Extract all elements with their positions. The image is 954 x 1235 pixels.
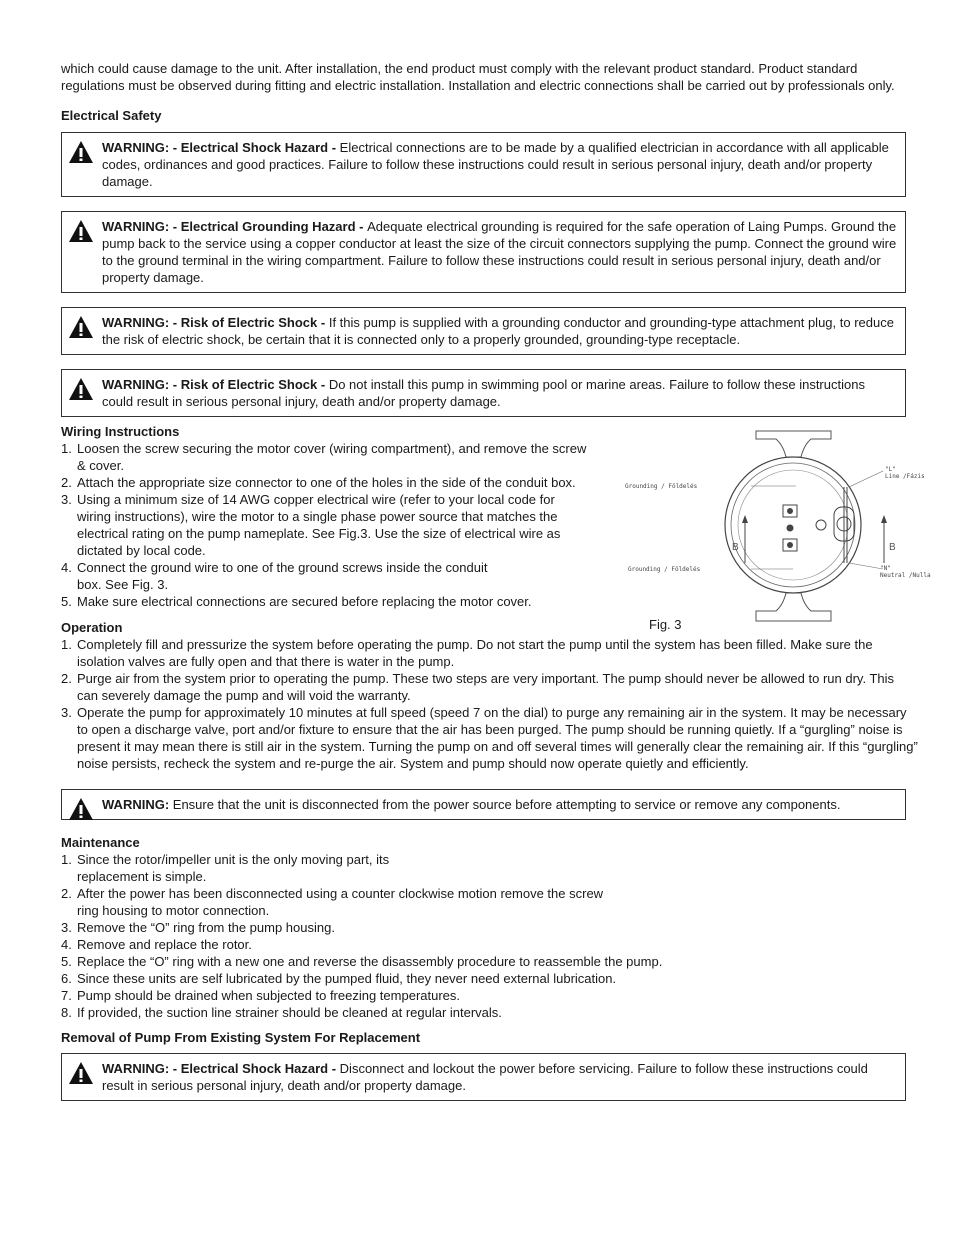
- list-item: [61, 474, 589, 491]
- list-item: [61, 636, 887, 670]
- warning-title: WARNING: - Risk of Electric Shock -: [102, 315, 329, 330]
- step-text: After the power has been disconnected using a counter clockwise motion remove the screw ring housing to motor connection.: [77, 886, 604, 918]
- neutral-label-2: Neutral /Nulla: [880, 572, 931, 579]
- list-item: [61, 953, 677, 970]
- step-text: Attach the appropriate size connector to one of the holes in the side of the conduit box.: [77, 475, 576, 490]
- step-number: 3.: [61, 920, 72, 935]
- step-text: Since these units are self lubricated by the pumped fluid, they never need external lubrication.: [77, 971, 617, 986]
- step-text: Loosen the screw securing the motor cover (wiring compartment), and remove the screw & cover.: [77, 441, 587, 473]
- list-item: [61, 970, 906, 987]
- list-item: [61, 491, 589, 559]
- list-item: [61, 936, 906, 953]
- step-text: Remove and replace the rotor.: [77, 937, 252, 952]
- grounding-top-label: Grounding / Földelés: [625, 483, 698, 490]
- page: [61, 60, 931, 1115]
- step-number: 5.: [61, 594, 72, 609]
- list-item: [61, 1004, 906, 1021]
- step-number: 1.: [61, 852, 72, 867]
- pump-wiring-diagram: [621, 425, 931, 633]
- list-item: [61, 885, 617, 919]
- step-number: 4.: [61, 560, 72, 575]
- step-text: Connect the ground wire to one of the ground screws inside the conduit box. See Fig. 3.: [77, 560, 488, 592]
- list-item: [61, 440, 589, 474]
- warning-text: Ensure that the unit is disconnected from the power source before attempting to service or remove any components.: [169, 797, 841, 812]
- step-text: Pump should be drained when subjected to freezing temperatures.: [77, 988, 461, 1003]
- operation-heading: Operation: [61, 620, 123, 635]
- warning-text: Disconnect and lockout the power before servicing. Failure to follow these instructions could result in serious personal injury, death and/or property damage.: [102, 1061, 868, 1093]
- list-item: [61, 593, 617, 610]
- figure-caption: Fig. 3: [649, 617, 682, 632]
- list-item: [61, 919, 906, 936]
- intro-paragraph: which could cause damage to the unit. After installation, the end product must comply with the relevant product standard. Product standard regulations must be observed during fitting and electric installation. Installation and electric connections shall be carried out by professionals only.: [61, 61, 895, 93]
- step-number: 5.: [61, 954, 72, 969]
- list-item: [61, 704, 919, 772]
- warning-text: If this pump is supplied with a grounding conductor and grounding-type attachment plug, to reduce the risk of electric shock, be certain that it is connected only to a properly grounded, grounding-type receptacle.: [102, 315, 894, 347]
- warning-box: [61, 369, 906, 417]
- maintenance-steps-list: [61, 851, 906, 1021]
- b-left-label: B: [732, 542, 739, 553]
- warning-box: [61, 1053, 906, 1101]
- step-number: 7.: [61, 988, 72, 1003]
- warning-box: [61, 789, 906, 820]
- list-item: [61, 670, 917, 704]
- step-text: If provided, the suction line strainer should be cleaned at regular intervals.: [77, 1005, 502, 1020]
- line-label-2: Line /Fázis: [885, 473, 925, 480]
- line-label: "L": [885, 466, 896, 473]
- neutral-label: "N": [880, 565, 891, 572]
- wiring-steps-list: [61, 440, 589, 610]
- step-number: 3.: [61, 492, 72, 507]
- warning-triangle-icon: [68, 797, 94, 821]
- warning-title: WARNING:: [102, 797, 170, 812]
- removal-heading: Removal of Pump From Existing System For Replacement: [61, 1030, 421, 1045]
- warning-triangle-icon: [68, 377, 94, 401]
- list-item: [61, 987, 906, 1004]
- step-number: 2.: [61, 475, 72, 490]
- grounding-bottom-label: Grounding / Földelés: [628, 566, 701, 573]
- operation-steps-list: [61, 636, 919, 772]
- wiring-heading: Wiring Instructions: [61, 424, 180, 439]
- step-text: Purge air from the system prior to operating the pump. These two steps are very important. The pump should never be allowed to run dry. This can severely damage the pump and will void the warranty.: [77, 671, 895, 703]
- step-number: 3.: [61, 705, 72, 720]
- step-text: Replace the “O” ring with a new one and reverse the disassembly procedure to reassemble the pump.: [77, 954, 663, 969]
- step-text: Since the rotor/impeller unit is the only moving part, its replacement is simple.: [77, 852, 390, 884]
- warning-text: Electrical connections are to be made by a qualified electrician in accordance with all applicable codes, ordinances and good practices. Failure to follow these instructions could result in serious personal injury, death and/or property damage.: [102, 140, 889, 189]
- warning-title: WARNING: - Electrical Grounding Hazard -: [102, 219, 368, 234]
- warning-triangle-icon: [68, 1061, 94, 1085]
- maintenance-heading: Maintenance: [61, 835, 140, 850]
- step-text: Remove the “O” ring from the pump housing.: [77, 920, 335, 935]
- step-number: 1.: [61, 441, 72, 456]
- warning-box: [61, 211, 906, 293]
- warning-box: [61, 132, 906, 197]
- step-number: 2.: [61, 671, 72, 686]
- warning-triangle-icon: [68, 315, 94, 339]
- step-text: Completely fill and pressurize the system before operating the pump. Do not start the pump until the system has been filled. Make sure the isolation valves are fully open and that there is water in the pump.: [77, 637, 873, 669]
- electrical-safety-heading: Electrical Safety: [61, 108, 162, 123]
- list-item: [61, 559, 497, 593]
- warning-text: Adequate electrical grounding is required for the safe operation of Laing Pumps. Ground the pump back to the service using a copper conductor at least the size of the circuit connectors supplying the pump. Connect the ground wire to the ground terminal in the wiring compartment. Failure to follow these instructions could result in serious personal injury, death and/or property damage.: [102, 219, 897, 285]
- step-number: 1.: [61, 637, 72, 652]
- warning-text: Do not install this pump in swimming pool or marine areas. Failure to follow these instructions could result in serious personal injury, death and/or property damage.: [102, 377, 865, 409]
- warning-triangle-icon: [68, 140, 94, 164]
- step-text: Using a minimum size of 14 AWG copper electrical wire (refer to your local code for wiring instructions), wire the motor to a single phase power source that matches the electrical rating on the pump nameplate. See Fig.3. Use the size of electrical wire as dictated by local code.: [77, 492, 561, 558]
- warning-box: [61, 307, 906, 355]
- step-text: Make sure electrical connections are secured before replacing the motor cover.: [77, 594, 532, 609]
- step-number: 6.: [61, 971, 72, 986]
- warning-title: WARNING: - Electrical Shock Hazard -: [102, 140, 340, 155]
- warning-title: WARNING: - Electrical Shock Hazard -: [102, 1061, 340, 1076]
- warning-triangle-icon: [68, 219, 94, 243]
- list-item: [61, 851, 457, 885]
- warning-title: WARNING: - Risk of Electric Shock -: [102, 377, 329, 392]
- b-right-label: B: [889, 542, 896, 553]
- step-number: 4.: [61, 937, 72, 952]
- step-number: 2.: [61, 886, 72, 901]
- step-text: Operate the pump for approximately 10 minutes at full speed (speed 7 on the dial) to purge any remaining air in the system. It may be necessary to open a discharge valve, port and/or fixture to ensure that the air has been purged. The pump should be running quietly. If a “gurgling” noise is present it may mean there is still air in the system. Turning the pump on and off several times will generally clear the remaining air. If this “gurgling” noise persists, recheck the system and re-purge the air. System and pump should now operate quietly and efficiently.: [77, 705, 918, 771]
- step-number: 8.: [61, 1005, 72, 1020]
